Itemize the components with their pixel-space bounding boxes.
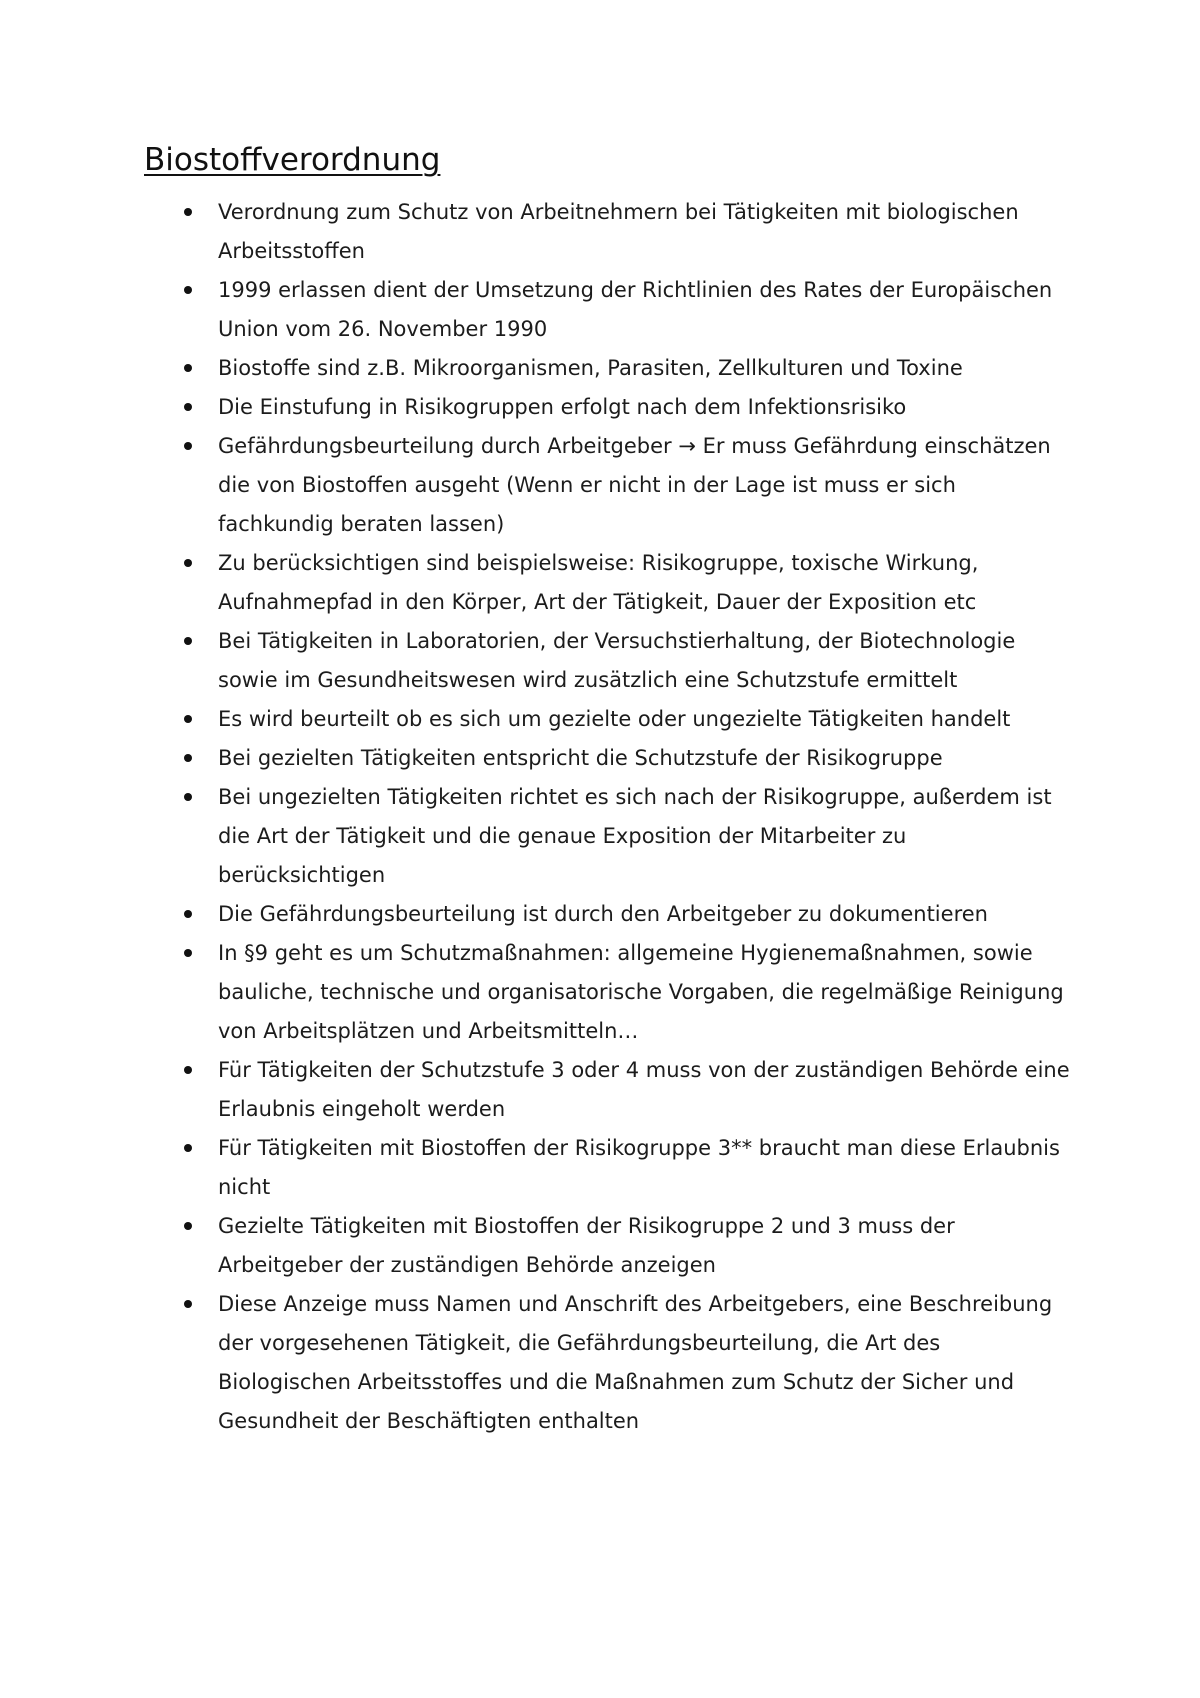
bullet-text: Biostoffe sind z.B. Mikroorganismen, Parasiten, Zellkulturen und Toxine	[218, 356, 963, 380]
bullet-dot-icon	[184, 403, 192, 411]
bullet-text: In §9 geht es um Schutzmaßnahmen: allgemeine Hygienemaßnahmen, sowie bauliche, technische und organisatorische Vorgaben, die regelmäßige Reinigung von Arbeitsplätzen und Arbeitsmitteln…	[218, 941, 1064, 1043]
bullet-dot-icon	[184, 637, 192, 645]
bullet-dot-icon	[184, 1066, 192, 1074]
bullet-dot-icon	[184, 286, 192, 294]
document-title: Biostoffverordnung	[144, 142, 441, 178]
bullet-text: Gefährdungsbeurteilung durch Arbeitgeber → Er muss Gefährdung einschätzen die von Biostoffen ausgeht (Wenn er nicht in der Lage ist muss er sich fachkundig beraten lassen)	[218, 434, 1051, 536]
bullet-item	[144, 934, 1074, 1051]
bullet-item	[144, 1129, 1074, 1207]
bullet-item	[144, 349, 1074, 388]
bullet-item	[144, 778, 1074, 895]
bullet-item	[144, 544, 1074, 622]
bullet-dot-icon	[184, 559, 192, 567]
bullet-dot-icon	[184, 715, 192, 723]
bullet-item	[144, 739, 1074, 778]
bullet-text: 1999 erlassen dient der Umsetzung der Richtlinien des Rates der Europäischen Union vom 26. November 1990	[218, 278, 1053, 341]
bullet-item	[144, 1207, 1074, 1285]
bullet-item	[144, 1051, 1074, 1129]
bullet-item	[144, 1285, 1074, 1441]
bullet-text: Gezielte Tätigkeiten mit Biostoffen der Risikogruppe 2 und 3 muss der Arbeitgeber der zuständigen Behörde anzeigen	[218, 1214, 955, 1277]
bullet-text: Diese Anzeige muss Namen und Anschrift des Arbeitgebers, eine Beschreibung der vorgesehenen Tätigkeit, die Gefährdungsbeurteilung, die Art des Biologischen Arbeitsstoffes und die Maßnahmen zum Schutz der Sicher und Gesundheit der Beschäftigten enthalten	[218, 1292, 1053, 1433]
bullet-text: Für Tätigkeiten der Schutzstufe 3 oder 4 muss von der zuständigen Behörde eine Erlaubnis eingeholt werden	[218, 1058, 1070, 1121]
bullet-dot-icon	[184, 949, 192, 957]
bullet-dot-icon	[184, 442, 192, 450]
bullet-text: Bei gezielten Tätigkeiten entspricht die Schutzstufe der Risikogruppe	[218, 746, 943, 770]
bullet-item	[144, 271, 1074, 349]
bullet-text: Die Einstufung in Risikogruppen erfolgt nach dem Infektionsrisiko	[218, 395, 907, 419]
bullet-dot-icon	[184, 793, 192, 801]
bullet-item	[144, 622, 1074, 700]
bullet-item	[144, 895, 1074, 934]
bullet-text: Für Tätigkeiten mit Biostoffen der Risikogruppe 3** braucht man diese Erlaubnis nicht	[218, 1136, 1060, 1199]
bullet-item	[144, 700, 1074, 739]
bullet-item	[144, 388, 1074, 427]
bullet-text: Zu berücksichtigen sind beispielsweise: Risikogruppe, toxische Wirkung, Aufnahmepfad in den Körper, Art der Tätigkeit, Dauer der Exposition etc	[218, 551, 979, 614]
bullet-dot-icon	[184, 1144, 192, 1152]
bullet-dot-icon	[184, 364, 192, 372]
bullet-text: Bei Tätigkeiten in Laboratorien, der Versuchstierhaltung, der Biotechnologie sowie im Gesundheitswesen wird zusätzlich eine Schutzstufe ermittelt	[218, 629, 1016, 692]
bullet-dot-icon	[184, 208, 192, 216]
bullet-dot-icon	[184, 1300, 192, 1308]
bullet-dot-icon	[184, 910, 192, 918]
bullet-text: Bei ungezielten Tätigkeiten richtet es sich nach der Risikogruppe, außerdem ist die Art der Tätigkeit und die genaue Exposition der Mitarbeiter zu berücksichtigen	[218, 785, 1052, 887]
bullet-dot-icon	[184, 754, 192, 762]
bullet-item	[144, 193, 1074, 271]
bullet-dot-icon	[184, 1222, 192, 1230]
bullet-text: Die Gefährdungsbeurteilung ist durch den Arbeitgeber zu dokumentieren	[218, 902, 988, 926]
bullet-item	[144, 427, 1074, 544]
bullet-list	[144, 193, 1074, 1441]
bullet-text: Es wird beurteilt ob es sich um gezielte oder ungezielte Tätigkeiten handelt	[218, 707, 1011, 731]
bullet-text: Verordnung zum Schutz von Arbeitnehmern bei Tätigkeiten mit biologischen Arbeitsstoffen	[218, 200, 1019, 263]
